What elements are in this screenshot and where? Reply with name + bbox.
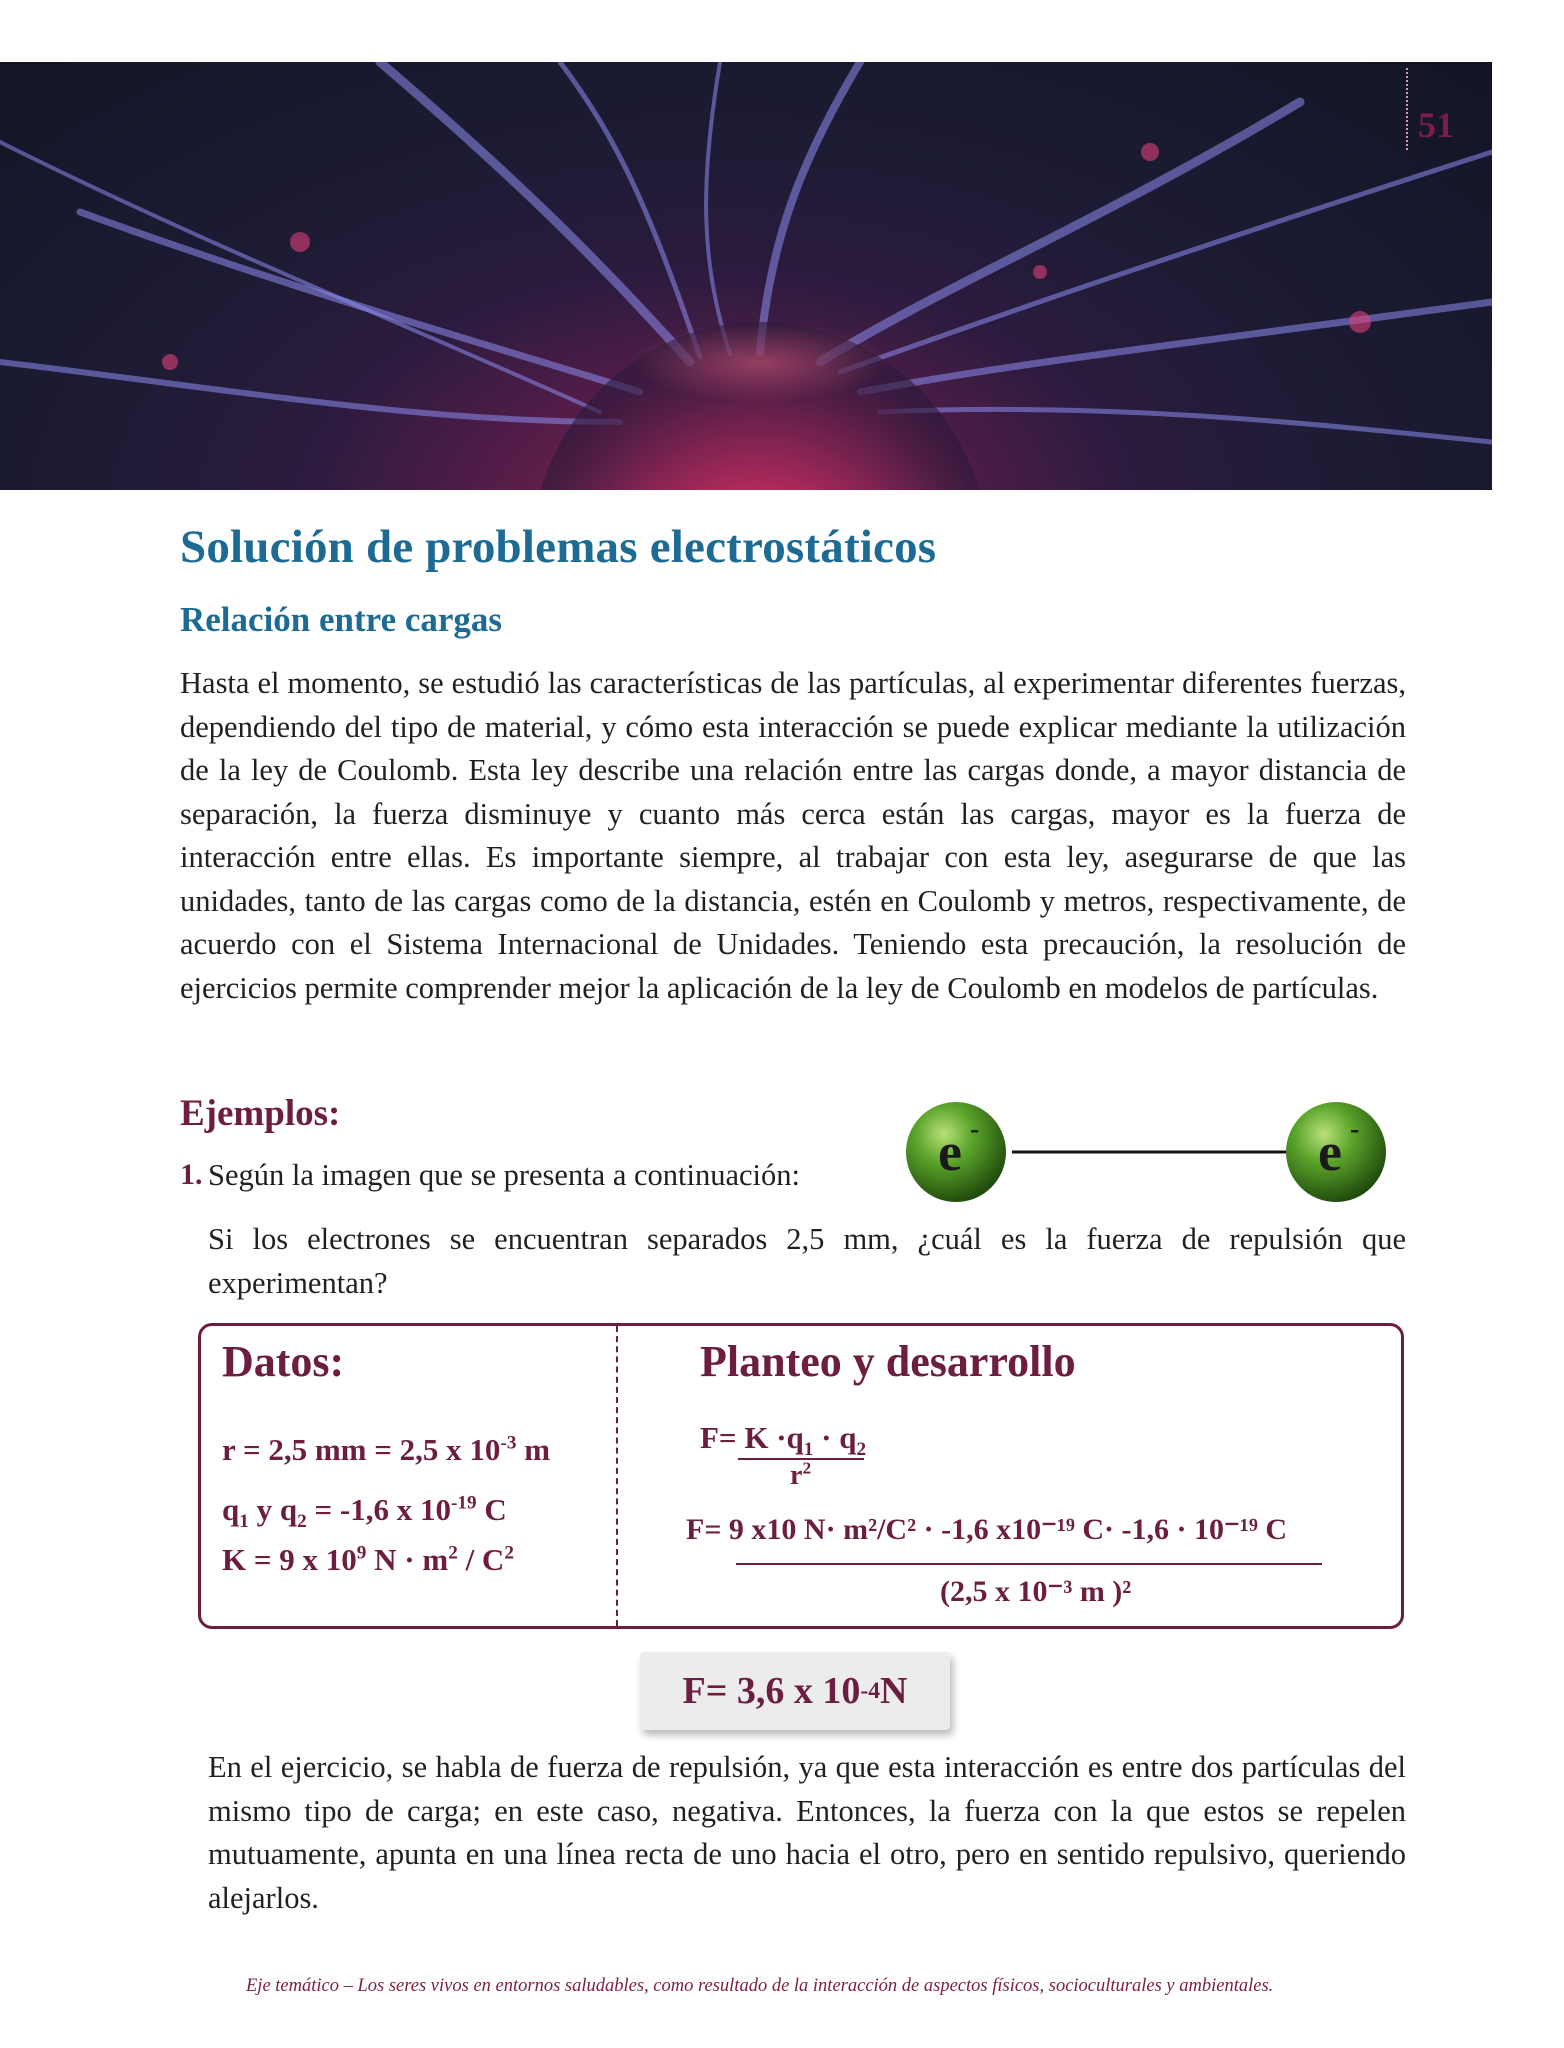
electron-left-label: e: [938, 1122, 962, 1182]
section-subtitle: Relación entre cargas: [180, 600, 503, 639]
electrons-diagram: [900, 1100, 1390, 1210]
page-title: Solución de problemas electrostáticos: [180, 521, 937, 573]
page-number-rule: [1406, 68, 1408, 150]
conclusion-paragraph: En el ejercicio, se habla de fuerza de repulsión, ya que esta interacción es entre dos partículas del mismo tipo de carga; en este caso, negativa. Entonces, la fuerza con la que estos se repelen mutuamente, apunta en una línea recta de uno hacia el otro, pero en sentido repulsivo, queriendo alejarlos.: [208, 1750, 1406, 1915]
data-constant: K = 9 x $10^9$ $N \cdot m^2 / C^2$: [222, 1542, 514, 1577]
substitution-denominator: (2,5 x 10⁻³ m )²: [940, 1575, 1132, 1608]
data-distance: r = 2,5 mm = 2,5 x $10^{-3}$ m: [222, 1432, 551, 1467]
result-box: F= 3,6 x 10 -4 N: [640, 1652, 950, 1730]
development-title: Planteo y desarrollo: [700, 1337, 1076, 1386]
coulomb-formula: $F= K \cdot q_1 \cdot q_2$: [700, 1420, 867, 1461]
example-number: 1.: [180, 1158, 203, 1191]
page-number: 51: [1418, 105, 1454, 145]
electron-right-label: e: [1318, 1122, 1342, 1182]
formula-denominator: $r^2$: [790, 1458, 812, 1491]
data-charges: $q_1$ y $q_2 = -1,6$ x $10^{-19}$ C: [222, 1492, 507, 1533]
electron-left-charge: -: [970, 1114, 980, 1145]
example-question: Si los electrones se encuentran separados 2,5 mm, ¿cuál es la fuerza de repulsión que experimentan?: [208, 1222, 1406, 1300]
intro-paragraph: Hasta el momento, se estudió las características de las partículas, al experimentar diferentes fuerzas, dependiendo del tipo de material, y cómo esta interacción se puede explicar mediante la utilización de la ley de Coulomb. Esta ley describe una relación entre las cargas donde, a mayor distancia de separación, la fuerza disminuye y cuanto más cerca están las cargas, mayor es la fuerza de interacción entre ellas. Es importante siempre, al trabajar con esta ley, asegurarse de que las unidades, tanto de las cargas como de la distancia, estén en Coulomb y metros, respectivamente, de acuerdo con el Sistema Internacional de Unidades. Teniendo esta precaución, la resolución de ejercicios permite comprender mejor la aplicación de la ley de Coulomb en modelos de partículas.: [180, 666, 1406, 1005]
solution-box-divider: [616, 1326, 618, 1626]
examples-heading: Ejemplos:: [180, 1093, 341, 1134]
footer-thematic-axis: Eje temático – Los seres vivos en entornos saludables, como resultado de la interacción de aspectos físicos, socioculturales y ambientales.: [246, 1976, 1274, 1996]
plasma-globe-banner: [0, 62, 1492, 490]
substitution-numerator: F= 9 x10 N· m²/C² · -1,6 x10⁻¹⁹ C· -1,6 · 10⁻¹⁹ C: [686, 1513, 1288, 1546]
example-prompt: Según la imagen que se presenta a continuación:: [208, 1158, 801, 1192]
electron-right-charge: -: [1350, 1114, 1360, 1145]
data-title: Datos:: [222, 1337, 345, 1386]
substitution-fraction-bar: [736, 1563, 1322, 1565]
plasma-globe-illustration: [0, 62, 1492, 490]
